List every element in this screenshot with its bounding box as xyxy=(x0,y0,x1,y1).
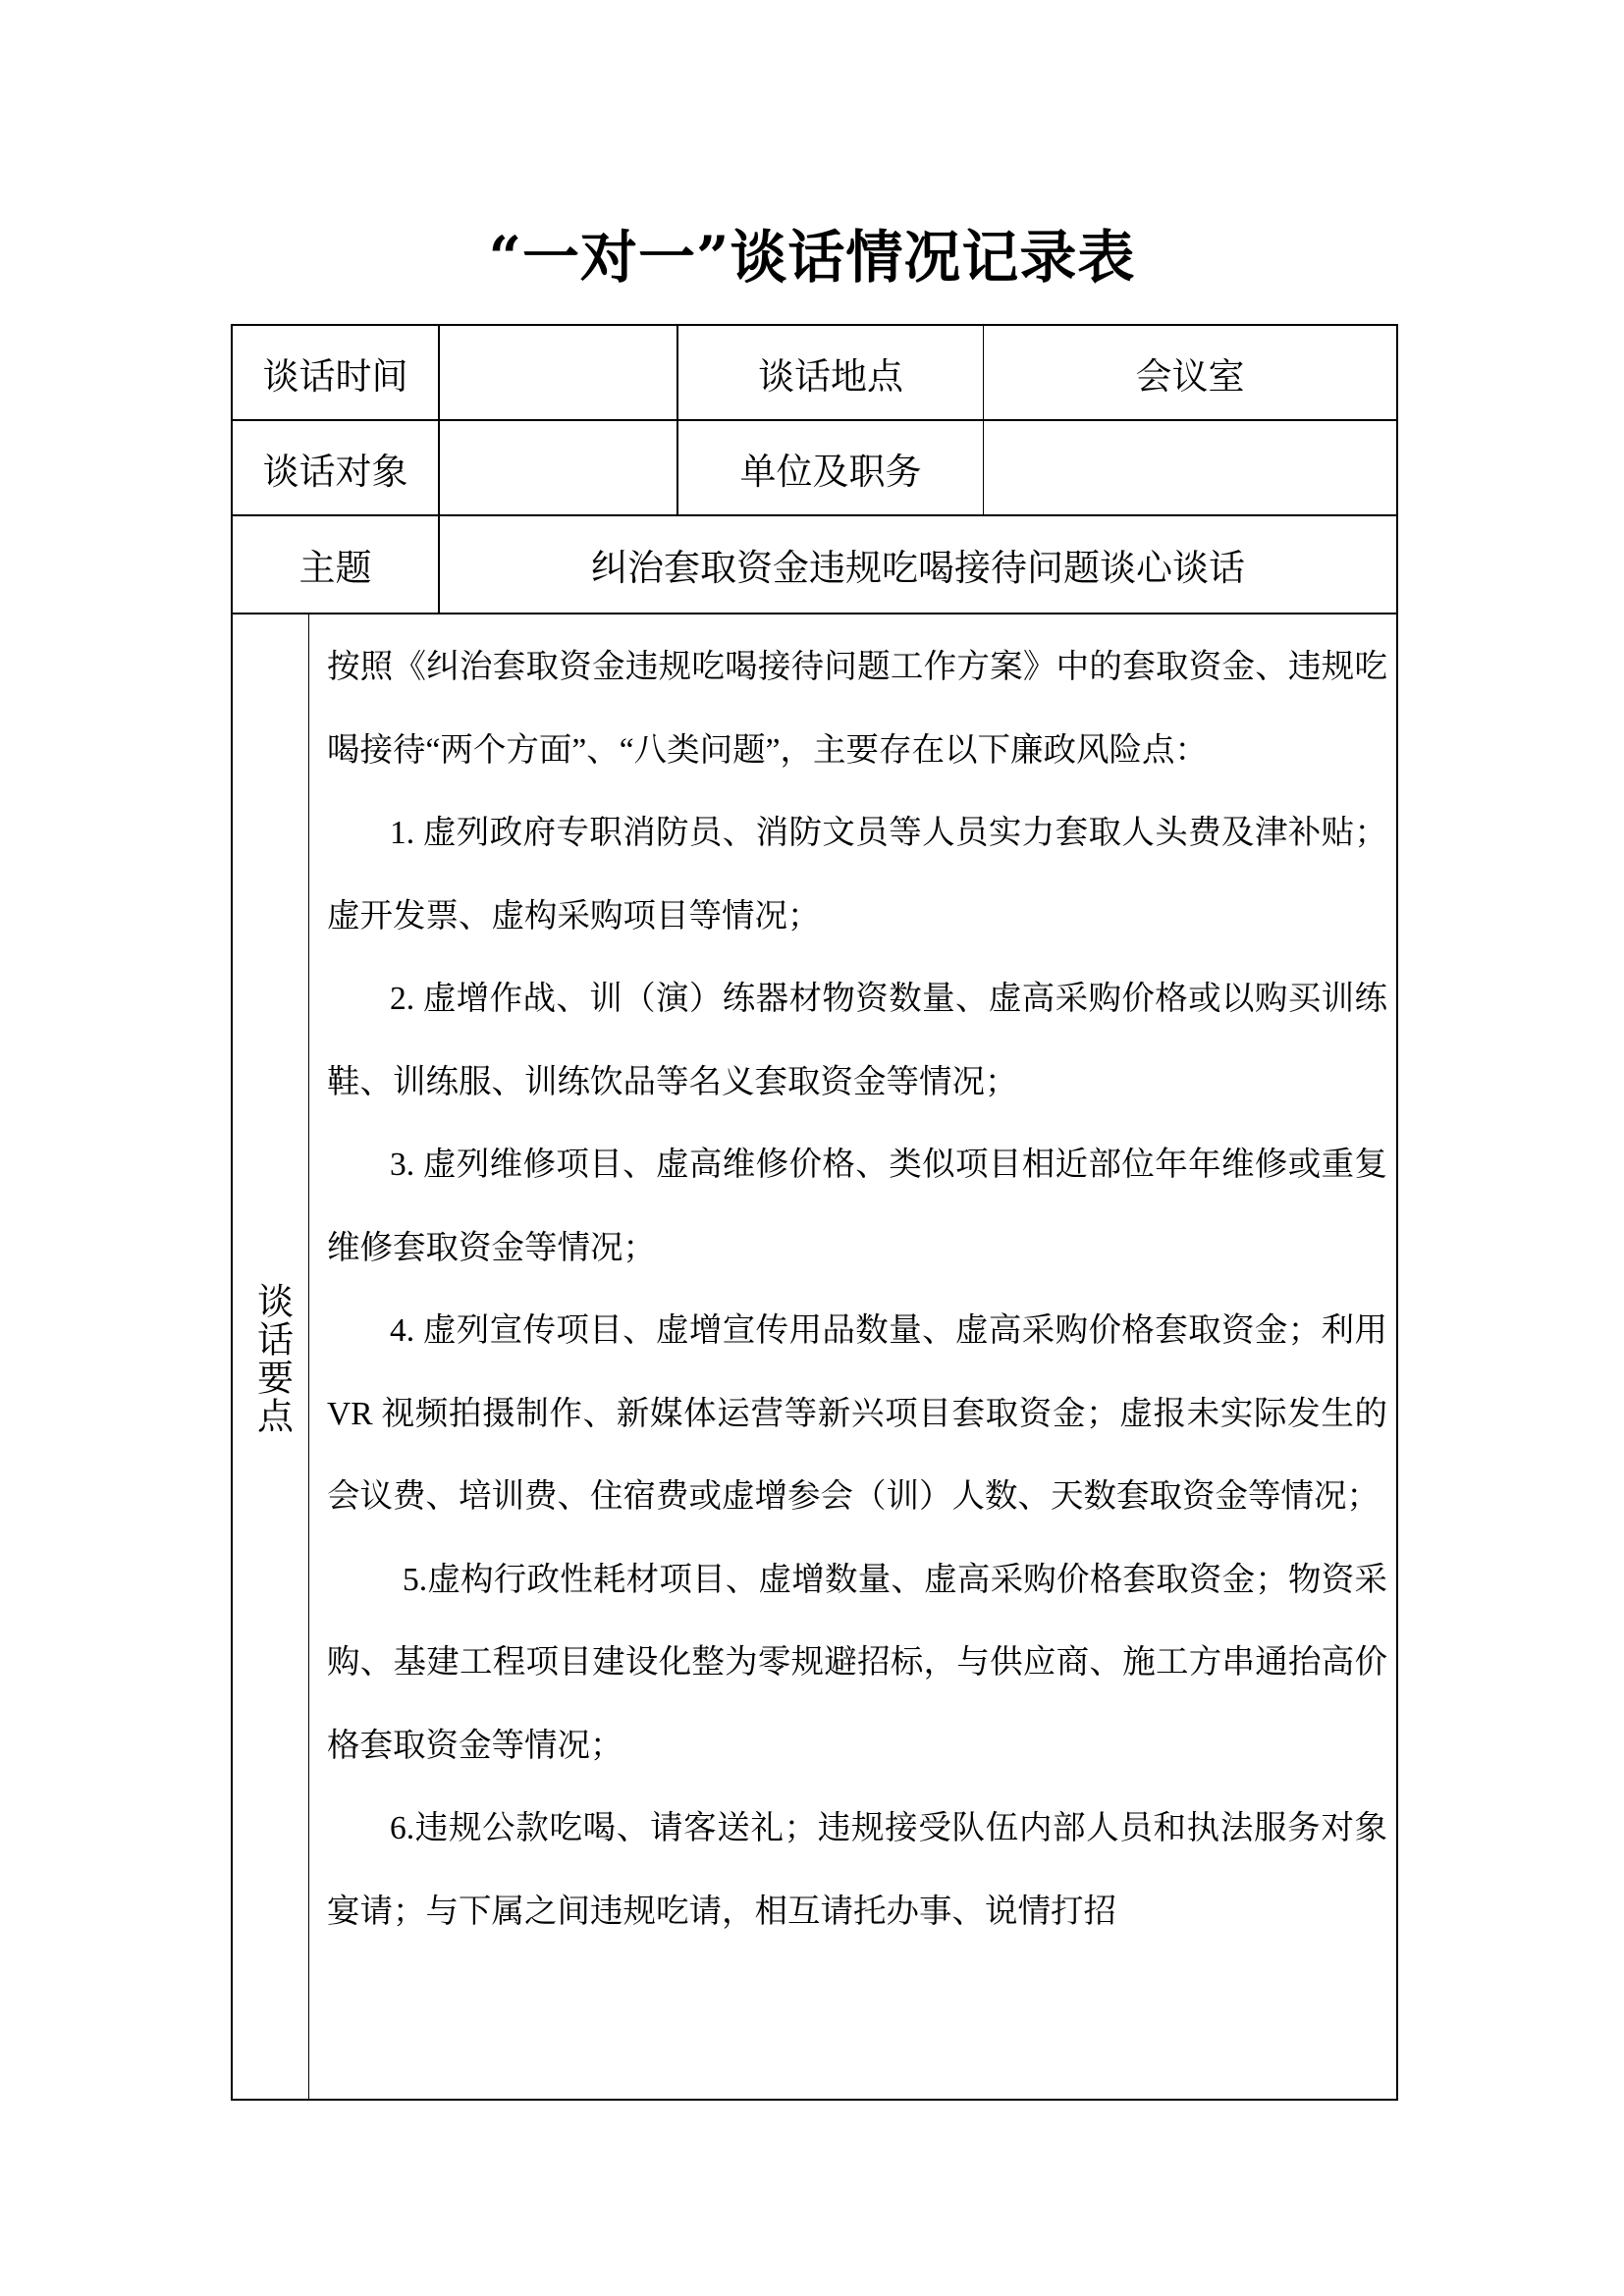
topic-label: 主题 xyxy=(298,547,372,589)
key-points-label-cell xyxy=(233,614,310,2103)
point-paragraph: 6.违规公款吃喝、请客送礼；违规接受队伍内部人员和执法服务对象宴请；与下属之间违规吃请，相互请托办事、说情打招 xyxy=(327,1810,1387,1930)
interview-record-table xyxy=(231,324,1398,2101)
point-paragraph: 4. 虚列宣传项目、虚增宣传用品数量、虚高采购价格套取资金；利用 VR 视频拍摄制作、新媒体运营等新兴项目套取资金；虚报未实际发生的会议费、培训费、住宿费或虚增参会（训）人数、天数套取资金等情况； xyxy=(327,1312,1387,1515)
place-label: 谈话地点 xyxy=(758,354,903,398)
row-divider xyxy=(233,613,1396,614)
unit-field[interactable] xyxy=(984,421,1396,514)
intro-paragraph: 按照《纠治套取资金违规吃喝接待问题工作方案》中的套取资金、违规吃喝接待“两个方面”、“八类问题”，主要存在以下廉政风险点： xyxy=(327,649,1387,769)
topic-field[interactable]: 纠治套取资金违规吃喝接待问题谈心谈话 xyxy=(591,547,1245,589)
subject-label: 谈话对象 xyxy=(262,450,408,493)
subject-field[interactable] xyxy=(440,421,677,514)
unit-label: 单位及职务 xyxy=(739,450,922,493)
time-field[interactable] xyxy=(440,326,677,419)
point-paragraph: 3. 虚列维修项目、虚高维修价格、类似项目相近部位年年维修或重复维修套取资金等情况； xyxy=(327,1147,1387,1266)
document-title: “一对一”谈话情况记录表 xyxy=(488,224,1136,291)
key-points-label: 谈话要点 xyxy=(250,1282,294,1435)
key-points-content[interactable] xyxy=(327,626,1387,1953)
time-label: 谈话时间 xyxy=(262,354,408,398)
point-paragraph: 5.虚构行政性耗材项目、虚增数量、虚高采购价格套取资金；物资采购、基建工程项目建设化整为零规避招标，与供应商、施工方串通抬高价格套取资金等情况； xyxy=(327,1561,1387,1764)
point-paragraph: 1. 虚列政府专职消防员、消防文员等人员实力套取人头费及津补贴；虚开发票、虚构采购项目等情况； xyxy=(327,815,1387,934)
place-field[interactable]: 会议室 xyxy=(1135,354,1245,398)
point-paragraph: 2. 虚增作战、训（演）练器材物资数量、虚高采购价格或以购买训练鞋、训练服、训练饮品等名义套取资金等情况； xyxy=(327,981,1387,1100)
